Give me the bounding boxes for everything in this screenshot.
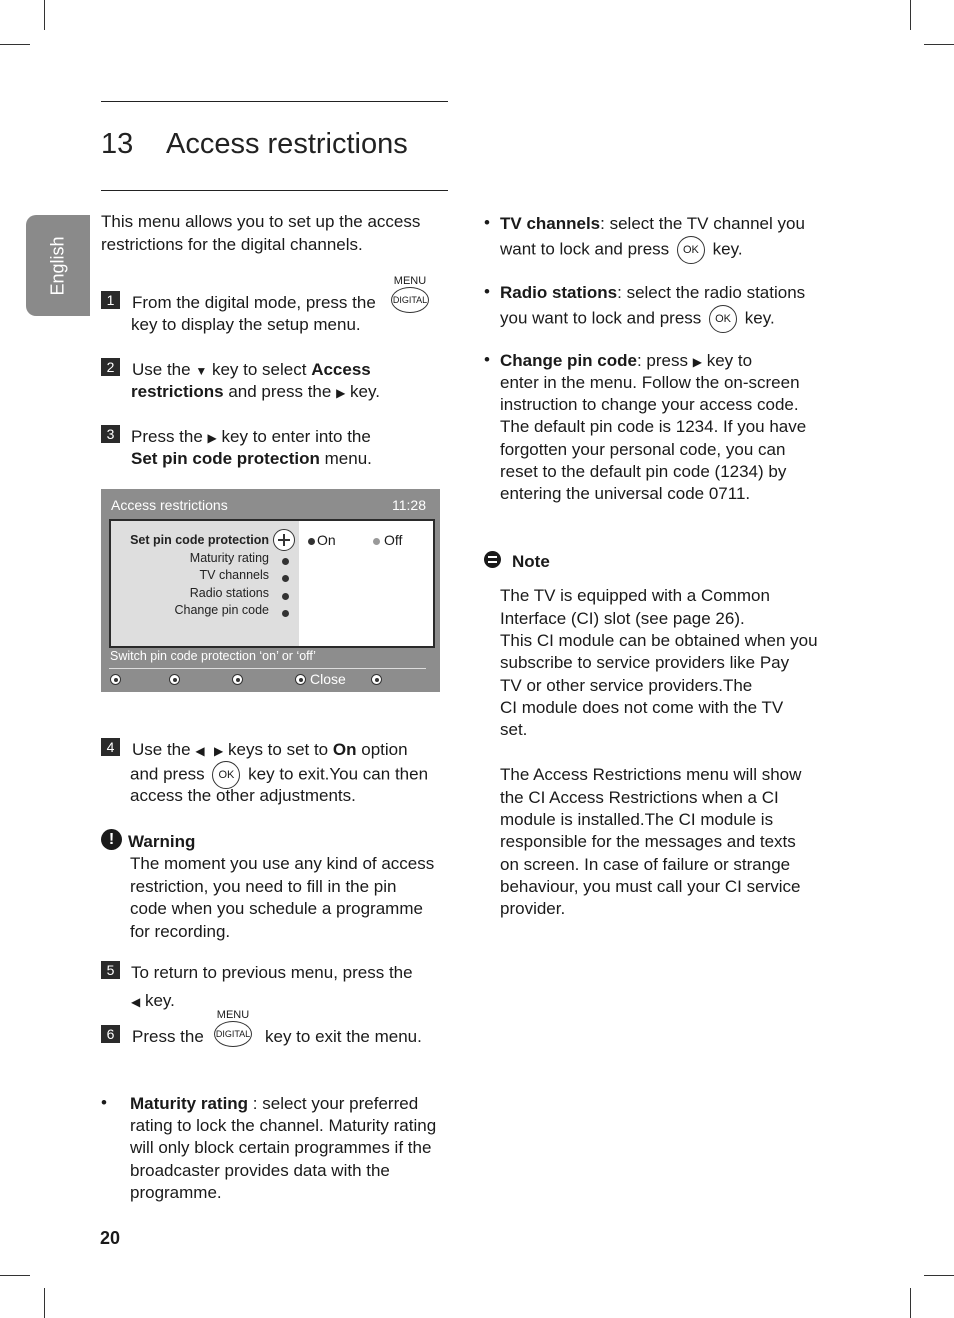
bullet-icon: • <box>484 213 490 232</box>
chapter-heading <box>101 128 408 161</box>
crop-mark <box>924 44 954 45</box>
text: key to select <box>211 360 307 379</box>
menu-item-radio[interactable]: Radio stations <box>189 586 269 600</box>
note-line: the CI Access Restrictions when a CI <box>500 788 779 807</box>
tv-channels-line2 <box>500 236 743 264</box>
option-off[interactable]: Off <box>384 532 403 548</box>
text: : select your preferred <box>252 1094 419 1113</box>
digital-label: DIGITAL <box>214 1021 252 1047</box>
menu-item-maturity[interactable]: Maturity rating <box>189 551 269 565</box>
bullet-icon: • <box>101 1093 107 1112</box>
step-4-line3: access the other adjustments. <box>130 786 356 805</box>
text-bold: restrictions <box>131 382 224 401</box>
chapter-number: 13 <box>101 128 134 160</box>
crop-mark <box>44 1288 45 1318</box>
text: Use the <box>132 740 191 759</box>
step-number: 3 <box>101 425 120 443</box>
maturity-line1 <box>130 1093 418 1116</box>
ok-button-icon: OK <box>677 236 705 264</box>
crop-mark <box>910 0 911 30</box>
ok-button-icon: OK <box>709 305 737 333</box>
note-line: The TV is equipped with a Common <box>500 586 770 605</box>
text: and press the <box>228 382 332 401</box>
text: want to lock and press <box>500 239 670 259</box>
option-dot-icon <box>373 538 380 545</box>
option-on[interactable]: On <box>317 532 336 548</box>
option-dot-icon <box>308 538 315 545</box>
digital-label: DIGITAL <box>391 287 429 313</box>
color-key-icon <box>295 674 306 685</box>
bullet-icon: • <box>484 350 490 369</box>
tv-channels-line1 <box>500 213 805 236</box>
pin-line: forgotten your personal code, you can <box>500 440 786 459</box>
pin-line: enter in the menu. Follow the on-screen <box>500 373 800 392</box>
maturity-line: rating to lock the channel. Maturity rating <box>130 1116 437 1135</box>
menu-label: MENU <box>216 1009 250 1021</box>
screen-footer-text: Switch pin code protection ‘on’ or ‘off’ <box>110 649 316 663</box>
text: key. <box>350 382 380 401</box>
text: keys to set to <box>227 740 329 759</box>
note-line: The Access Restrictions menu will show <box>500 765 802 784</box>
pin-line: entering the universal code 0711. <box>500 484 751 503</box>
language-tab <box>26 215 90 316</box>
menu-list <box>111 521 299 646</box>
navigation-cross-icon <box>273 529 295 551</box>
note-line: module is installed.The CI module is <box>500 810 774 829</box>
bullet-icon <box>282 575 289 582</box>
bullet-icon <box>282 610 289 617</box>
step-5-line2 <box>131 990 175 1014</box>
language-tab-label: English <box>47 235 68 296</box>
bullet-icon <box>282 593 289 600</box>
pin-line: reset to the default pin code (1234) by <box>500 462 787 481</box>
maturity-line: broadcaster provides data with the <box>130 1161 390 1180</box>
text: key. <box>712 239 743 259</box>
warning-line: code when you schedule a programme <box>130 899 423 918</box>
right-arrow-icon: ▶ <box>214 744 224 758</box>
maturity-line: programme. <box>130 1183 222 1202</box>
left-arrow-icon: ◀ <box>195 744 205 758</box>
maturity-line: will only block certain programmes if the <box>130 1138 432 1157</box>
crop-mark <box>0 44 30 45</box>
crop-mark <box>910 1288 911 1318</box>
note-line: CI module does not come with the TV <box>500 698 784 717</box>
text-bold: Maturity rating <box>130 1094 249 1113</box>
text: Press the <box>131 427 203 446</box>
step-number: 5 <box>101 961 120 979</box>
top-rule <box>101 101 448 102</box>
text: you want to lock and press <box>500 308 702 328</box>
text-bold: Access <box>311 360 371 379</box>
crop-mark <box>44 0 45 30</box>
note-line: on screen. In case of failure or strange <box>500 855 791 874</box>
note-line: Interface (CI) slot (see page 26). <box>500 609 745 628</box>
note-title: Note <box>512 552 550 571</box>
menu-item-pin-protection[interactable]: Set pin code protection <box>130 533 269 547</box>
text-bold: Set pin code protection <box>131 449 320 468</box>
bullet-icon: • <box>484 282 490 301</box>
right-arrow-icon: ▶ <box>692 355 702 369</box>
radio-line1 <box>500 282 805 305</box>
menu-label: MENU <box>393 275 427 287</box>
screen-time: 11:28 <box>392 497 426 513</box>
step-number: 4 <box>101 738 120 756</box>
step-number: 6 <box>101 1025 120 1043</box>
pin-line1 <box>500 350 752 374</box>
step-1-line1: From the digital mode, press the <box>132 293 376 312</box>
note-line: subscribe to service providers like Pay <box>500 653 790 672</box>
note-line: This CI module can be obtained when you <box>500 631 818 650</box>
text: key. <box>144 991 175 1010</box>
step-4-line1 <box>132 739 408 763</box>
ok-button-icon: OK <box>212 761 240 789</box>
note-line: behaviour, you must call your CI service <box>500 877 801 896</box>
step-number: 1 <box>101 291 120 309</box>
title-rule <box>101 190 448 191</box>
pin-line: instruction to change your access code. <box>500 395 799 414</box>
radio-line2 <box>500 305 775 333</box>
chapter-title: Access restrictions <box>166 128 408 160</box>
step-number: 2 <box>101 358 120 376</box>
text: Use the <box>132 360 191 379</box>
text: option <box>361 740 408 759</box>
warning-line: restriction, you need to fill in the pin <box>130 877 397 896</box>
color-key-icon <box>371 674 382 685</box>
text: menu. <box>324 449 372 468</box>
step-3-line2 <box>131 448 372 471</box>
step-2-line2 <box>131 381 380 405</box>
menu-digital-key-icon <box>390 275 430 315</box>
color-key-icon <box>110 674 121 685</box>
text: and press <box>130 764 205 784</box>
note-line: TV or other service providers.The <box>500 676 753 695</box>
text-bold: Radio stations <box>500 283 618 302</box>
menu-item-tv-channels[interactable]: TV channels <box>199 568 269 582</box>
menu-digital-key-icon <box>213 1009 253 1049</box>
note-line: responsible for the messages and texts <box>500 832 796 851</box>
right-arrow-icon: ▶ <box>336 386 346 400</box>
text: key to enter into the <box>221 427 371 446</box>
color-key-icon <box>232 674 243 685</box>
close-label: Close <box>310 671 346 687</box>
text: key to exit.You can then <box>248 764 429 784</box>
screen-title: Access restrictions <box>111 497 228 513</box>
crop-mark <box>0 1275 30 1276</box>
note-line: set. <box>500 720 528 739</box>
bullet-icon <box>282 558 289 565</box>
menu-item-change-pin[interactable]: Change pin code <box>174 603 269 617</box>
screen-header <box>111 497 426 513</box>
text: : press <box>636 351 688 370</box>
intro-text: This menu allows you to set up the access restrictions for the digital channels. <box>101 212 421 254</box>
left-arrow-icon: ◀ <box>131 995 141 1009</box>
warning-line: for recording. <box>130 922 231 941</box>
down-arrow-icon: ▼ <box>195 364 208 378</box>
text: key to <box>706 351 753 370</box>
text: key. <box>744 308 775 328</box>
note-line: provider. <box>500 899 566 918</box>
step-6-text-a: Press the <box>132 1027 204 1046</box>
text-bold: On <box>332 740 357 759</box>
step-6-text-b: key to exit the menu. <box>265 1027 422 1046</box>
text-bold: TV channels <box>500 214 601 233</box>
text: : select the radio stations <box>617 283 806 302</box>
step-1-line2: key to display the setup menu. <box>131 315 361 334</box>
step-3-line1 <box>131 426 371 450</box>
step-2-line1 <box>132 359 371 383</box>
text: : select the TV channel you <box>600 214 805 233</box>
page-number: 20 <box>100 1228 121 1248</box>
note-icon <box>484 551 501 568</box>
screen-panel <box>109 519 435 648</box>
color-key-icon <box>169 674 180 685</box>
warning-title: Warning <box>128 832 196 851</box>
warning-line: The moment you use any kind of access <box>130 854 435 873</box>
step-5-line1: To return to previous menu, press the <box>131 963 413 982</box>
pin-line: The default pin code is 1234. If you have <box>500 417 807 436</box>
footer-divider <box>109 668 426 669</box>
right-arrow-icon: ▶ <box>207 431 217 445</box>
text-bold: Change pin code <box>500 351 637 370</box>
crop-mark <box>924 1275 954 1276</box>
warning-icon: ! <box>101 829 122 850</box>
tv-menu-screenshot <box>101 489 440 692</box>
